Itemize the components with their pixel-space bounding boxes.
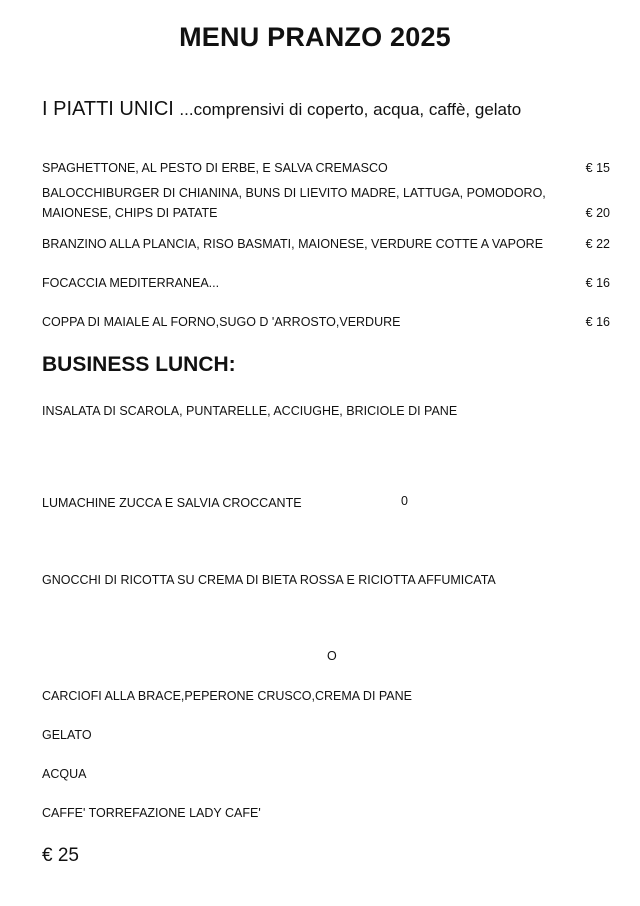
menu-item-price: € 15 xyxy=(585,161,610,175)
business-lunch-item: GELATO xyxy=(42,728,92,742)
business-lunch-item: GNOCCHI DI RICOTTA SU CREMA DI BIETA ROSSA E RICIOTTA AFFUMICATA xyxy=(42,573,496,587)
piatti-unici-title: I PIATTI UNICI xyxy=(42,98,174,120)
menu-item xyxy=(42,183,612,223)
menu-item xyxy=(42,234,612,254)
piatti-unici-subtitle: ...comprensivi di coperto, acqua, caffè, gelato xyxy=(179,100,522,119)
business-lunch-item: ACQUA xyxy=(42,767,87,781)
choice-separator: 0 xyxy=(401,494,408,508)
menu-item-name: BRANZINO ALLA PLANCIA, RISO BASMATI, MAIONESE, VERDURE COTTE A VAPORE xyxy=(42,237,544,251)
menu-item-name: SPAGHETTONE, AL PESTO DI ERBE, E SALVA CREMASCO xyxy=(42,161,388,175)
menu-item xyxy=(42,312,612,332)
menu-item-name: COPPA DI MAIALE AL FORNO,SUGO D 'ARROSTO,VERDURE xyxy=(42,315,401,329)
menu-title: MENU PRANZO 2025 xyxy=(179,22,451,52)
business-lunch-item: CAFFE' TORREFAZIONE LADY CAFE' xyxy=(42,806,261,820)
business-lunch-item: CARCIOFI ALLA BRACE,PEPERONE CRUSCO,CREMA DI PANE xyxy=(42,689,412,703)
menu-item-name: FOCACCIA MEDITERRANEA... xyxy=(42,276,220,290)
menu-item-name: BALOCCHIBURGER DI CHIANINA, BUNS DI LIEVITO MADRE, LATTUGA, POMODORO, MAIONESE, CHIPS DI PATATE xyxy=(42,186,546,220)
business-lunch-price: € 25 xyxy=(42,845,79,866)
menu-item-price: € 20 xyxy=(585,206,610,220)
menu-item xyxy=(42,158,612,178)
menu-item-price: € 16 xyxy=(585,315,610,329)
menu-item xyxy=(42,273,612,293)
business-lunch-item: INSALATA DI SCAROLA, PUNTARELLE, ACCIUGHE, BRICIOLE DI PANE xyxy=(42,404,458,418)
menu-item-price: € 22 xyxy=(585,237,610,251)
piatti-unici-heading xyxy=(42,98,521,121)
business-lunch-heading: BUSINESS LUNCH: xyxy=(42,353,236,376)
menu-item-price: € 16 xyxy=(585,276,610,290)
business-lunch-item: LUMACHINE ZUCCA E SALVIA CROCCANTE xyxy=(42,496,302,510)
choice-separator: O xyxy=(327,649,337,663)
